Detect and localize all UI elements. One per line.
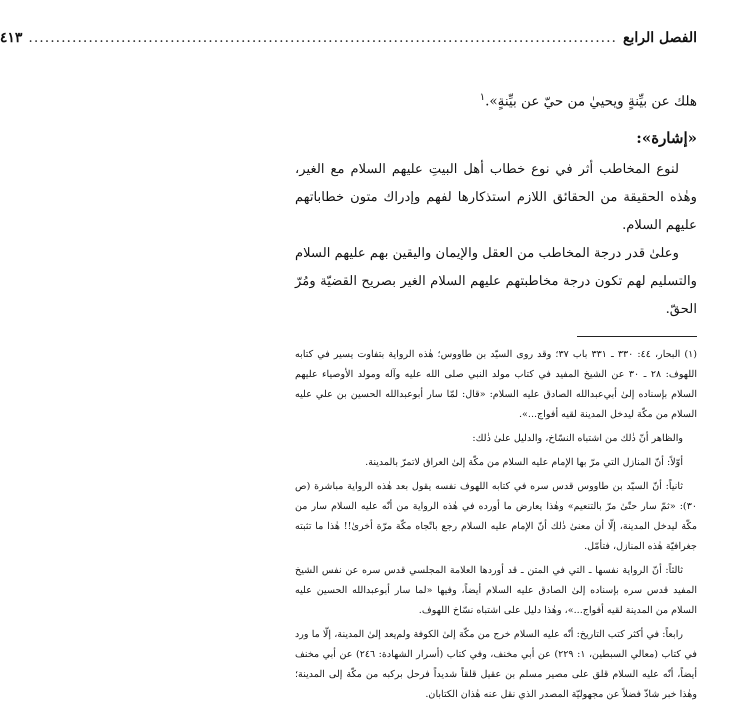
quote-text: هلك عن بيِّنةٍ ويحييٰ من حيّ عن بيِّنةٍ». [485, 93, 697, 110]
footnote-1: (١) البحار، ٤٤: ٣٣٠ ـ ٣٣١ باب ٣٧؛ وقد روى السيّد بن طاووس؛ هٰذه الرواية بتفاوت يسير في كتابه اللهوف: ٢٨ ـ ٣٠ عن الشيخ المفيد في كتاب مولد النبي صلى الله عليه وآله ومولد الأوصياء عليهم السلام بإسناده إلىٰ أبي‌عبدالله الصادق عليه السلام: «قال: لمّا سار أبوعبدالله الحسين بن علي عليه السلام من مكّة ليدخل المدينة لقيه أفواج...». [295, 348, 697, 420]
footnote-3: أوّلاً: أنّ المنازل التي مرّ بها الإمام عليه السلام من مكّة إلىٰ العراق لاتمرّ بالمدينة. [365, 456, 683, 468]
running-header [0, 30, 697, 50]
header-leader-dots: ............................................................................................................ [28, 30, 618, 46]
footnote-4: ثانياً: أنّ السيّد بن طاووس قدس سره في كتابه اللهوف نفسه يقول بعد هٰذه الرواية مباشرة (ص ٣٠): «ثمّ سار حتّىٰ مرّ بالتنعيم» وهٰذا يعارض ما أورده في هٰذه الرواية من أنّه عليه السلام سار من مكّة ليدخل المدينة، إلّا أن معنىٰ ذٰلك أنّ الإمام عليه السلام رجع باتّجاه مكّة مرّة أخرىٰ!! هٰذا ما تثبته جغرافيّة هٰذه المنازل، فتأمّل. [295, 480, 697, 552]
paragraph-1: لنوع المخاطب أثر في نوع خطاب أهل البيتِ عليهم السلام مع الغير، وهٰذه الحقيقة من الحقائق اللازم استذكارها لفهم وإدراك متون خطاباتهم عليهم السلام. [295, 161, 697, 233]
chapter-title: الفصل الرابع [623, 30, 697, 46]
footnote-separator [577, 336, 697, 337]
page-body [295, 84, 697, 705]
quote-line [295, 84, 697, 116]
footnote-6: رابعاً: في أكثر كتب التاريخ: أنّه عليه السلام خرج من مكّة إلىٰ الكوفة ولم‌يعد إلىٰ المدينة، إلّا ما ورد في كتاب (معالي السبطين، ١: ٢٢٩) عن أبي مخنف، وفي كتاب (أسرار الشهادة: ٢٤٦) عن أبي مخنف أيضاً، أنّه عليه السلام قلق على مصير مسلم بن عقيل قلقاً شديداً فرحل بركبه من مكّة إلى المدينة؛ وهٰذا خبر شاذّ فضلاً عن مجهوليّة المصدر الذي نقل عنه هٰذان الكتابان. [295, 628, 697, 700]
section-heading: «إشارة»: [636, 128, 697, 147]
footnote-2: والظاهر أنّ ذٰلك من اشتباه النسّاخ، والدليل علىٰ ذٰلك: [472, 432, 683, 444]
footnote-marker: ١ [479, 92, 486, 103]
page-number: ٤١٣ [0, 30, 23, 46]
footnote-5: ثالثاً: أنّ الرواية نفسها ـ التي في المتن ـ قد أوردها العلامة المجلسي قدس سره عن نفس الشيخ المفيد قدس سره بإسناده إلىٰ الصادق عليه السلام أيضاً، وفيها «لما سار أبوعبدالله الحسين عليه السلام من المدينة لقيه أفواج...»، وهٰذا دليل على اشتباه نسّاخ اللهوف. [295, 564, 697, 616]
paragraph-2: وعلىٰ قدر درجة المخاطب من العقل والإيمان واليقين بهم عليهم السلام والتسليم لهم تكون درجة مخاطبتهم عليهم السلام الغير بصريح القضيّة ومُرّ الحقّ. [294, 245, 697, 317]
